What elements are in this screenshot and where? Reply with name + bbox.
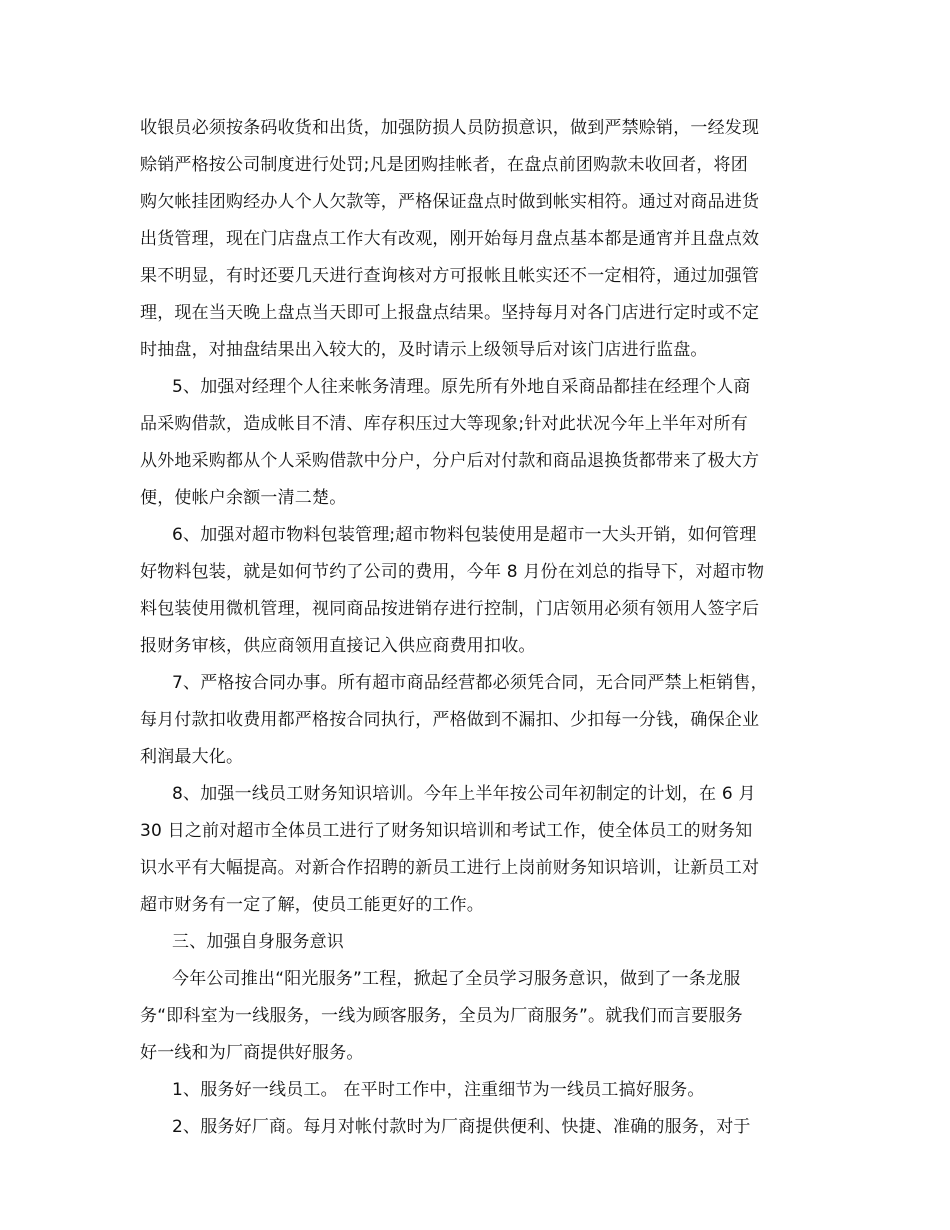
body-line: 好物料包装，就是如何节约了公司的费用，今年 8 月份在刘总的指导下，对超市物 — [140, 562, 765, 582]
body-line: 务“即科室为一线服务，一线为顾客服务，全员为厂商服务”。就我们而言要服务 — [140, 1006, 743, 1026]
body-line: 30 日之前对超市全体员工进行了财务知识培训和考试工作，使全体员工的财务知 — [140, 821, 753, 841]
body-line: 报财务审核，供应商领用直接记入供应商费用扣收。 — [140, 636, 536, 656]
service-item-1: 1、服务好一线员工。 在平时工作中，注重细节为一线员工搞好服务。 — [172, 1080, 705, 1100]
body-line: 好一线和为厂商提供好服务。 — [140, 1043, 364, 1063]
paragraph-5-first-line: 5、加强对经理个人往来帐务清理。原先所有外地自采商品都挂在经理个人商 — [172, 377, 751, 397]
paragraph-8-first-line: 8、加强一线员工财务知识培训。今年上半年按公司年初制定的计划，在 6 月 — [172, 784, 756, 804]
body-line: 赊销严格按公司制度进行处罚;凡是团购挂帐者，在盘点前团购款未收回者，将团 — [140, 155, 748, 175]
service-item-2: 2、服务好厂商。每月对帐付款时为厂商提供便利、快捷、准确的服务，对于 — [172, 1117, 751, 1137]
body-line: 每月付款扣收费用都严格按合同执行，严格做到不漏扣、少扣每一分钱，确保企业 — [140, 710, 760, 730]
section-heading: 三、加强自身服务意识 — [172, 932, 344, 952]
body-line: 料包装使用微机管理，视同商品按进销存进行控制，门店领用必须有领用人签字后 — [140, 599, 760, 619]
body-line: 时抽盘，对抽盘结果出入较大的，及时请示上级领导后对该门店进行监盘。 — [140, 340, 708, 360]
body-line: 利润最大化。 — [140, 747, 244, 767]
paragraph-6-first-line: 6、加强对超市物料包装管理;超市物料包装使用是超市一大头开销，如何管理 — [172, 525, 757, 545]
body-line: 便，使帐户余额一清二楚。 — [140, 488, 347, 508]
body-line: 购欠帐挂团购经办人个人欠款等，严格保证盘点时做到帐实相符。通过对商品进货 — [140, 192, 760, 212]
body-line: 品采购借款，造成帐目不清、库存积压过大等现象;针对此状况今年上半年对所有 — [140, 414, 748, 434]
body-line: 从外地采购都从个人采购借款中分户，分户后对付款和商品退换货都带来了极大方 — [140, 451, 760, 471]
body-line: 超市财务有一定了解，使员工能更好的工作。 — [140, 895, 484, 915]
body-line: 出货管理，现在门店盘点工作大有改观，刚开始每月盘点基本都是通宵并且盘点效 — [140, 229, 760, 249]
document-body — [140, 110, 830, 1146]
body-line: 果不明显，有时还要几天进行查询核对方可报帐且帐实还不一定相符，通过加强管 — [140, 266, 760, 286]
body-line: 识水平有大幅提高。对新合作招聘的新员工进行上岗前财务知识培训，让新员工对 — [140, 858, 760, 878]
sunshine-service-paragraph-first-line: 今年公司推出“阳光服务”工程，掀起了全员学习服务意识，做到了一条龙服 — [172, 969, 741, 989]
paragraph-7-first-line: 7、严格按合同办事。所有超市商品经营都必须凭合同，无合同严禁上柜销售， — [172, 673, 768, 693]
body-line: 收银员必须按条码收货和出货，加强防损人员防损意识，做到严禁赊销，一经发现 — [140, 118, 760, 138]
body-line: 理，现在当天晚上盘点当天即可上报盘点结果。坚持每月对各门店进行定时或不定 — [140, 303, 760, 323]
